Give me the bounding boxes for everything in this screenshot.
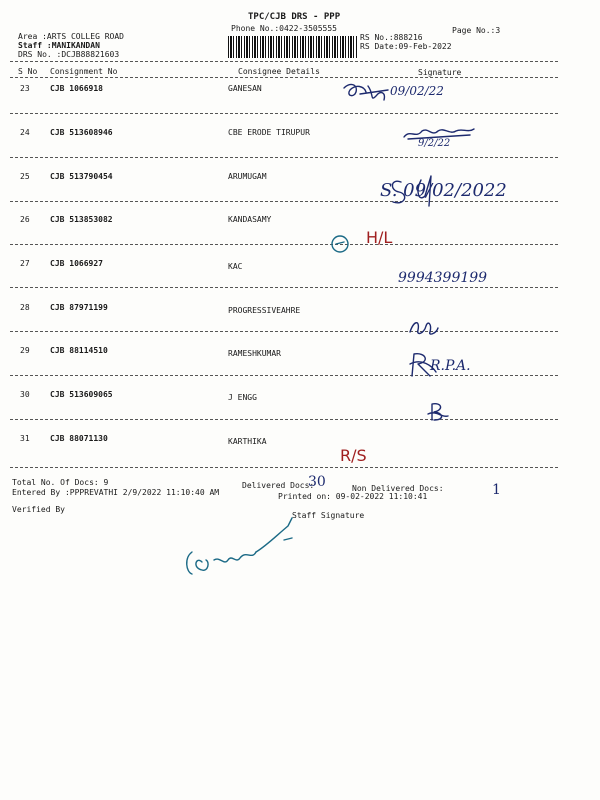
divider [10,61,558,62]
signature-text-27: 9994399199 [398,270,488,286]
row-consignee: GANESAN [228,84,262,93]
signature-text-24: 9/2/22 [418,138,451,149]
divider [10,375,558,376]
row-consignment: CJB 88114510 [50,346,108,355]
row-consignee: KANDASAMY [228,215,272,224]
non-delivered-docs-label: Non Delivered Docs: [352,484,444,493]
rs-number: RS No.:888216 [360,33,423,42]
non-delivered-docs-value: 1 [492,482,501,498]
row-consignee: RAMESHKUMAR [228,349,281,358]
page-number: Page No.:3 [452,26,501,35]
row-sno: 25 [20,172,30,181]
row-consignment: CJB 513853082 [50,215,113,224]
divider [10,77,558,78]
divider [10,467,558,468]
barcode [228,36,358,58]
signature-text-29: R.P.A. [430,358,471,374]
row-consignee: PROGRESSIVEAHRE [228,306,301,315]
row-sno: 23 [20,84,30,93]
verified-by: Verified By [12,505,65,514]
col-consignee-header: Consignee Details [238,67,320,76]
col-consignment-header: Consignment No [50,67,118,76]
delivered-docs-label: Delivered Docs: [242,481,315,490]
row-sno: 30 [20,390,30,399]
row-consignment: CJB 1066918 [50,84,103,93]
divider [10,113,558,114]
row-sno: 31 [20,434,30,443]
printed-on: Printed on: 09-02-2022 11:10:41 [278,492,428,501]
delivered-docs-value: 30 [308,474,326,490]
signature-row-30 [426,400,450,424]
row-sno: 28 [20,303,30,312]
divider [10,287,558,288]
total-docs: Total No. Of Docs: 9 [12,478,109,487]
divider [10,201,558,202]
col-sno-header: S No [18,67,38,76]
row-consignment: CJB 88071130 [50,434,108,443]
row-consignee: KAC [228,262,243,271]
divider [10,157,558,158]
signature-mark-26 [328,232,358,256]
staff-label: Staff :MANIKANDAN [18,41,100,50]
row-consignment: CJB 513609065 [50,390,113,399]
signature-row-28 [406,316,442,340]
area-label: Area :ARTS COLLEG ROAD [18,32,124,41]
row-sno: 27 [20,259,30,268]
row-consignment: CJB 513790454 [50,172,113,181]
divider [10,331,558,332]
col-signature-header: Signature [418,68,462,77]
row-consignee: J ENGG [228,393,257,402]
row-consignee: CBE ERODE TIRUPUR [228,128,310,137]
staff-signature [180,512,310,582]
row-sno: 29 [20,346,30,355]
row-sno: 26 [20,215,30,224]
signature-text-23: 09/02/22 [390,84,444,98]
signature-text-26: H/L [366,228,393,247]
document-title: TPC/CJB DRS - PPP [248,12,341,22]
row-consignee: KARTHIKA [228,437,267,446]
row-consignee: ARUMUGAM [228,172,267,181]
signature-text-25: S. 09/02/2022 [380,180,507,201]
rs-date: RS Date:09-Feb-2022 [360,42,452,51]
row-sno: 24 [20,128,30,137]
row-consignment: CJB 513608946 [50,128,113,137]
divider [10,244,558,245]
staff-signature-label: Staff Signature [292,511,365,520]
divider [10,419,558,420]
entered-by: Entered By :PPPREVATHI 2/9/2022 11:10:40 AM [12,488,220,497]
phone-number: Phone No.:0422-3505555 [231,24,337,33]
row-consignment: CJB 1066927 [50,259,103,268]
drs-number: DRS No. :DCJB88821603 [18,50,120,59]
signature-text-31: R/S [340,446,367,465]
row-consignment: CJB 87971199 [50,303,108,312]
